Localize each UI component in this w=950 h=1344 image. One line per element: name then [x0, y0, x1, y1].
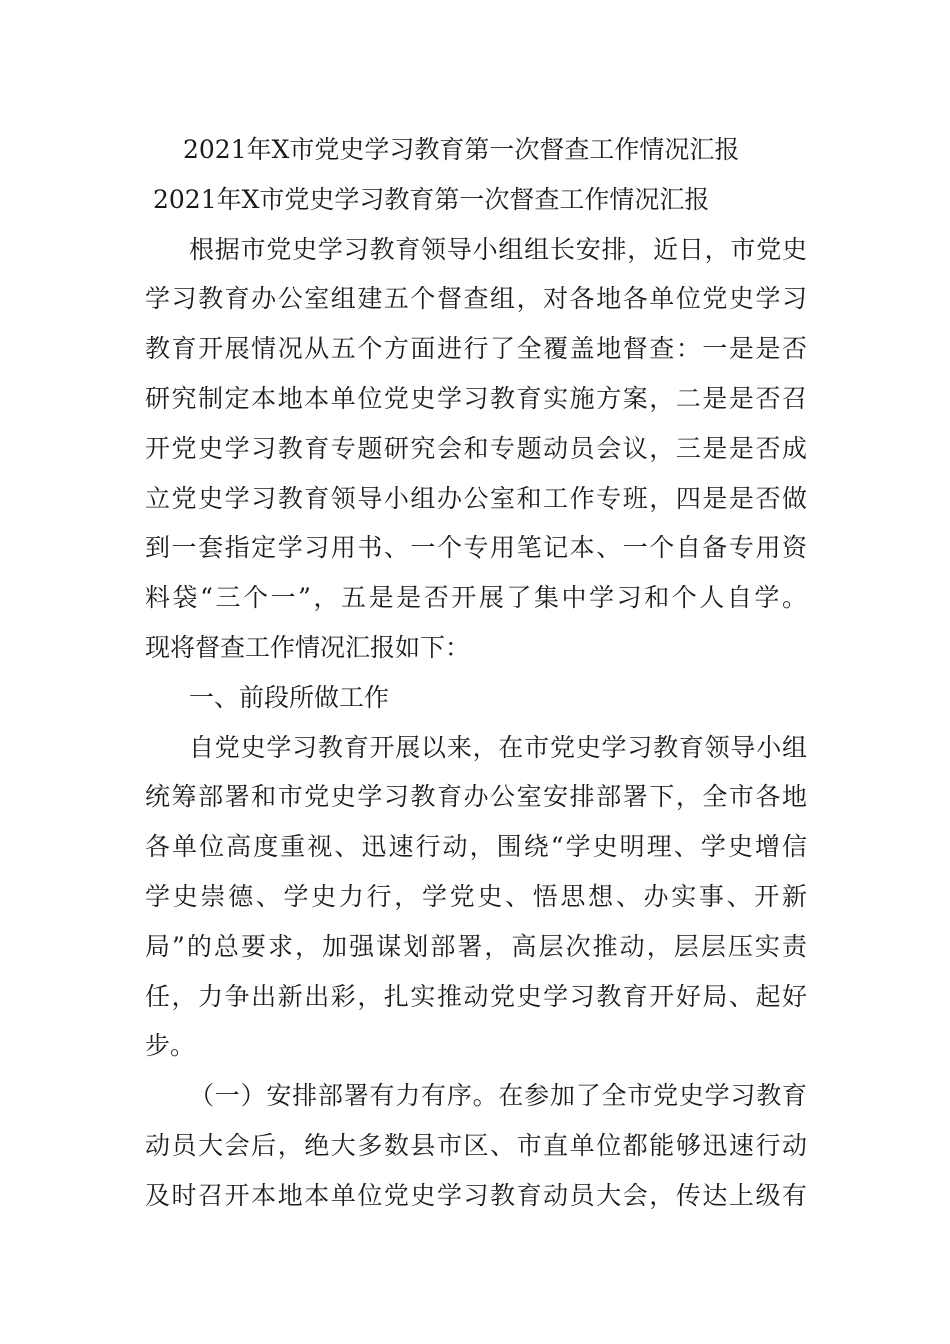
paragraph-line: 学史崇德、学史力行，学党史、悟思想、办实事、开新: [145, 881, 807, 911]
paragraph-line: 根据市党史学习教育领导小组组长安排，近日，市党史: [189, 234, 807, 264]
paragraph-line: 步。: [145, 1031, 196, 1061]
section-heading: 一、前段所做工作: [189, 682, 390, 712]
document-page: [145, 125, 807, 1221]
paragraph-line: 局”的总要求，加强谋划部署，高层次推动，层层压实责: [145, 931, 807, 961]
paragraph-line: 动员大会后，绝大多数县市区、市直单位都能够迅速行动: [145, 1130, 807, 1160]
paragraph-line: 料袋“三个一”，五是是否开展了集中学习和个人自学。: [145, 583, 807, 613]
paragraph-line: 自党史学习教育开展以来，在市党史学习教育领导小组: [189, 732, 807, 762]
paragraph-line: 学习教育办公室组建五个督查组，对各地各单位党史学习: [145, 284, 807, 314]
paragraph-line: 到一套指定学习用书、一个专用笔记本、一个自备专用资: [145, 533, 807, 563]
paragraph-line: 任，力争出新出彩，扎实推动党史学习教育开好局、起好: [145, 981, 807, 1011]
paragraph-line: 立党史学习教育领导小组办公室和工作专班，四是是否做: [145, 483, 807, 513]
paragraph-line: 教育开展情况从五个方面进行了全覆盖地督查：一是是否: [145, 334, 807, 364]
paragraph-line: 及时召开本地本单位党史学习教育动员大会，传达上级有: [145, 1180, 807, 1210]
paragraph-line: 开党史学习教育专题研究会和专题动员会议，三是是否成: [145, 433, 807, 463]
document-subtitle: 2021年X市党史学习教育第一次督查工作情况汇报: [153, 184, 710, 214]
document-title: 2021年X市党史学习教育第一次督查工作情况汇报: [183, 135, 740, 164]
paragraph-line: 各单位高度重视、迅速行动，围绕“学史明理、学史增信: [145, 832, 807, 862]
paragraph-line: 现将督查工作情况汇报如下：: [145, 632, 471, 662]
paragraph-line: （一）安排部署有力有序。在参加了全市党史学习教育: [189, 1081, 807, 1111]
paragraph-line: 研究制定本地本单位党史学习教育实施方案，二是是否召: [145, 383, 807, 413]
paragraph-line: 统筹部署和市党史学习教育办公室安排部署下，全市各地: [145, 782, 807, 812]
